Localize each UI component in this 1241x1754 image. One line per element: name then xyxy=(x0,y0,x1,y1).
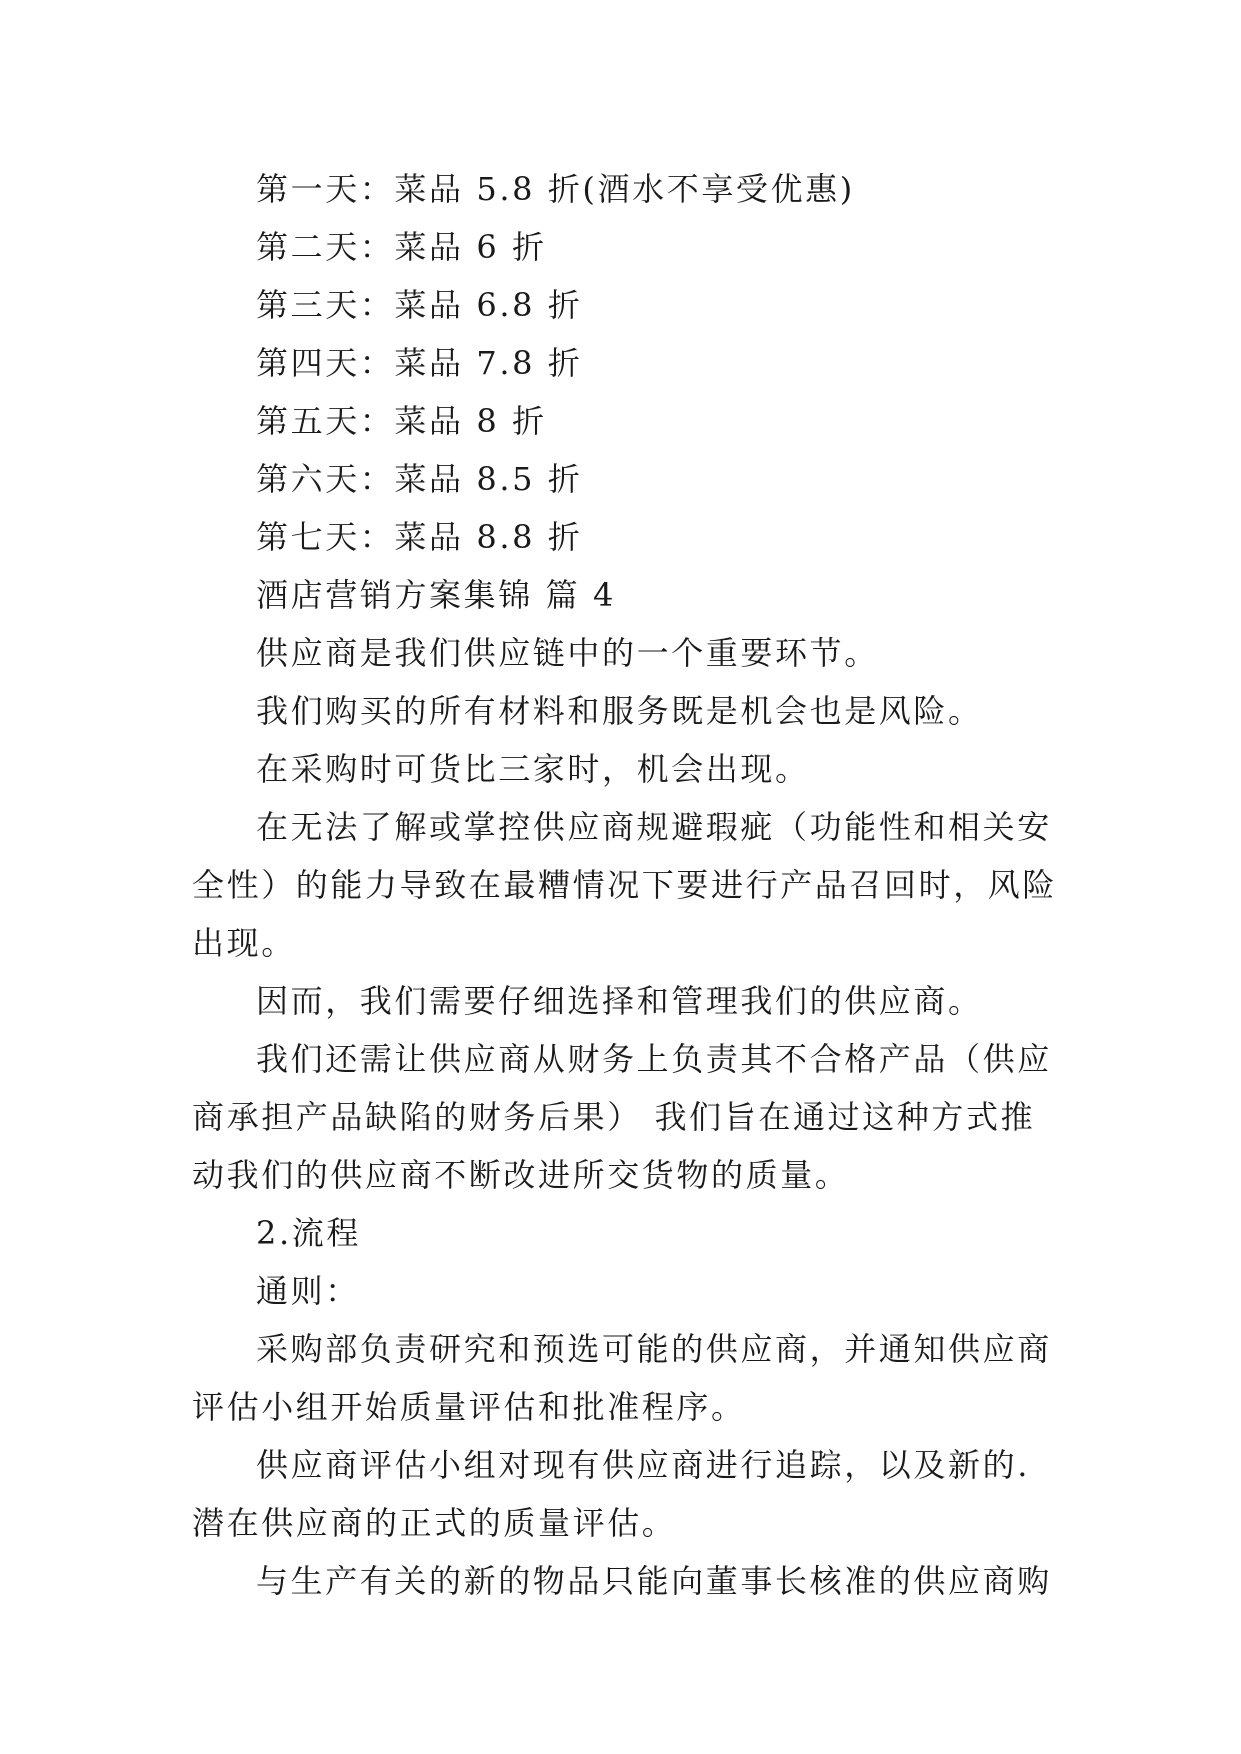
discount-day-3: 第三天：菜品 6.8 折 xyxy=(256,286,583,324)
paragraph: 供应商评估小组对现有供应商进行追踪，以及新的.潜在供应商的正式的质量评估。 xyxy=(192,1446,1030,1542)
discount-day-6: 第六天：菜品 8.5 折 xyxy=(256,460,583,498)
section-heading: 酒店营销方案集锦 篇 4 xyxy=(256,576,616,614)
discount-day-2: 第二天：菜品 6 折 xyxy=(256,228,547,266)
subsection-heading: 2.流程 xyxy=(256,1214,361,1252)
discount-day-1: 第一天：菜品 5.8 折(酒水不享受优惠) xyxy=(256,170,855,208)
paragraph: 在采购时可货比三家时，机会出现。 xyxy=(256,750,810,788)
discount-day-4: 第四天：菜品 7.8 折 xyxy=(256,344,583,382)
paragraph: 因而，我们需要仔细选择和管理我们的供应商。 xyxy=(256,982,983,1020)
paragraph: 采购部负责研究和预选可能的供应商，并通知供应商评估小组开始质量评估和批准程序。 xyxy=(192,1330,1052,1426)
discount-day-5: 第五天：菜品 8 折 xyxy=(256,402,547,440)
paragraph: 供应商是我们供应链中的一个重要环节。 xyxy=(256,634,879,672)
paragraph: 与生产有关的新的物品只能向董事长核准的供应商购 xyxy=(256,1562,1052,1600)
paragraph: 我们还需让供应商从财务上负责其不合格产品（供应商承担产品缺陷的财务后果） 我们旨在通过这种方式推动我们的供应商不断改进所交货物的质量。 xyxy=(192,1040,1052,1194)
paragraph: 在无法了解或掌控供应商规避瑕疵（功能性和相关安全性）的能力导致在最糟情况下要进行产品召回时，风险出现。 xyxy=(192,808,1058,962)
discount-day-7: 第七天：菜品 8.8 折 xyxy=(256,518,583,556)
paragraph: 通则： xyxy=(256,1272,360,1310)
document-body xyxy=(192,160,1062,1610)
paragraph: 我们购买的所有材料和服务既是机会也是风险。 xyxy=(256,692,983,730)
